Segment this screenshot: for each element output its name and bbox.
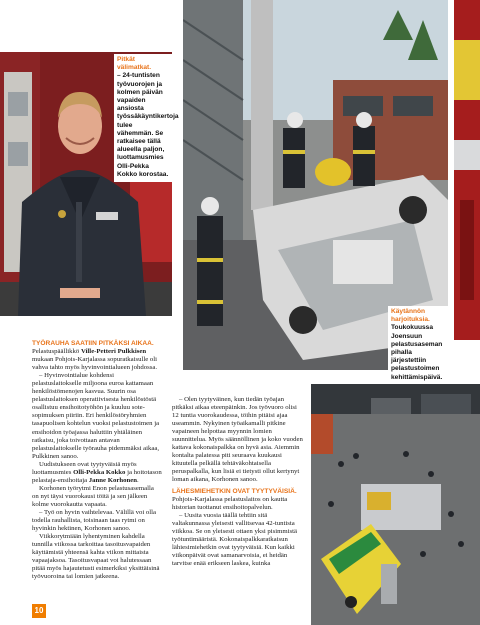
paragraph-text: Uudistukseen ovat tyytyväisiä myös luottamusmies <box>32 460 137 476</box>
paragraph <box>32 340 162 372</box>
paragraph-text: mukaan Pohjois-Karjalassa sopuratkaisulle oli vahva tahto myös hyvinvointialueen johdossa. <box>32 356 158 372</box>
caption-lead: Pitkät välimatkat. <box>117 56 152 72</box>
paragraph-text: Pelastuspäällikkö <box>32 348 81 356</box>
photo-caption-exercise <box>388 306 448 385</box>
caption-body: Toukokuussa Joensuun pelastusaseman pihalla järjestettiin pelastustoimen kehittämispäivä. <box>391 324 443 381</box>
paragraph: Korhonen työrytmi Enon pelastusasemalla on nyt täysi vuorokausi töitä ja sen jälkeen kolme vuorokautta vapaata. <box>32 484 154 508</box>
paragraph: – Olen tyytyväinen, kun tiedän työajan pitkäksi aikaa eteenpäinkin. Jos työvuoro olisi 12 tuntia vuorokaudessa, töihin pitäisi ajaa useammin. Nykyinen työaikamalli pitkine vapaineen helpottaa myynnin lomien suunnittelua. Myös säännöllinen ja koko vuoden kattava kokonaispalkka on hyvä asia. Aiemmin kontalta palatessa piti seuraava kuukausi kituutella pelkällä tehtäväkohtaisella peruspalkalla, kun lisiä ei tietysti ollut kertynyt loman aikana, Korhonen sanoo. <box>172 396 303 484</box>
person-name: Ville-Petteri Pulkkisen <box>80 348 147 356</box>
paragraph-text: ja hoitotason pelastaja-ensihoitaja <box>32 468 162 484</box>
paragraph-text: . <box>137 476 139 484</box>
paragraph: – Hyvinvointialue kohdensi pelastuslaitokselle miljoona euroa kattamaan henkilöstömenojen kasvua. Suurin osa pelastuslaitoksen operatiivisesta henkilöstöstä osallistuu ensihoitotyöhön ja kuuluu sote-sopimuksen piiriin. Eri henkilöstöryhmien tasapuolisen kohtelun vuoksi pelastustoimen ja ensihoidon työajassa haluttiin yhtäläinen ratkaisu, joka toivottaan antavan pelastuslaitokselle työrauha pidemmäksi aikaa, Pulkkinen sanoo. <box>32 372 160 460</box>
person-name: Olli-Pekka Kokko <box>73 468 126 476</box>
article-column-left <box>32 340 162 581</box>
caption-body: – 24-tuntisten työvuorojen ja kolmen päivän vapaiden ansiosta työssäkäyntikertoja tulee vähemmän. Se ratkaisee tällä alueella paljon, luottamusmies Olli-Pekka Kokko korostaa. <box>117 72 179 178</box>
paragraph: Viikkorytmiään lyhentyminen kahdella tunnilla viikossa tarkoittaa tasoitusvapaiden käyttämistä yhteensä kahta viikon mittaista vapaajaksoa. Tasoitusvapaat voi halutessaan pitää myös hajautetusti esimerkiksi yksittäisinä työvuoroina tai lomien jatkeena. <box>32 533 160 581</box>
page-number: 10 <box>32 604 46 618</box>
section-subhead: TYÖRAUHA SAATIIN PITKÄKSI AIKAA. <box>32 340 154 347</box>
caption-lead: Käytännön harjoituksia. <box>391 308 430 324</box>
paragraph <box>172 488 305 512</box>
paragraph: – Työ on hyvin vaihtelevaa. Välillä voi olla todella rauhallista, toisinaan taas rytmi on hyvinkin hektinen, Korhonen sanoo. <box>32 508 157 533</box>
section-subhead: LÄHESMIEHETKIN OVAT TYYTYVÄISIÄ. <box>172 487 297 495</box>
paragraph: – Uusita vuosia täällä tehtiin sitä valtakunnassa yleisesti vallitsevaa 42-tuntista viikkoa. Se on yleisesti ottaen yksi pisimmistä työtuntimääristä. Kokonaispalkkaratkaisun lähiesimiehetkin ovat tyytyväisiä. Kun kaikki viikonpäivät ovat samanarvoisia, ei heidän tarvitse enää erikseen laskea, kuinka <box>172 511 298 567</box>
person-name: Janne Korhonen <box>88 476 137 484</box>
paragraph-text: Pohjois-Karjalassa pelastuslaitos on kautta historian tuottanut ensihoitopalvelun. <box>172 495 288 511</box>
aerial-yard-photo <box>311 384 480 625</box>
fire-truck-edge-photo <box>454 0 480 340</box>
photo-caption-portrait <box>114 54 179 182</box>
paragraph <box>32 461 162 485</box>
article-column-middle <box>172 396 305 568</box>
